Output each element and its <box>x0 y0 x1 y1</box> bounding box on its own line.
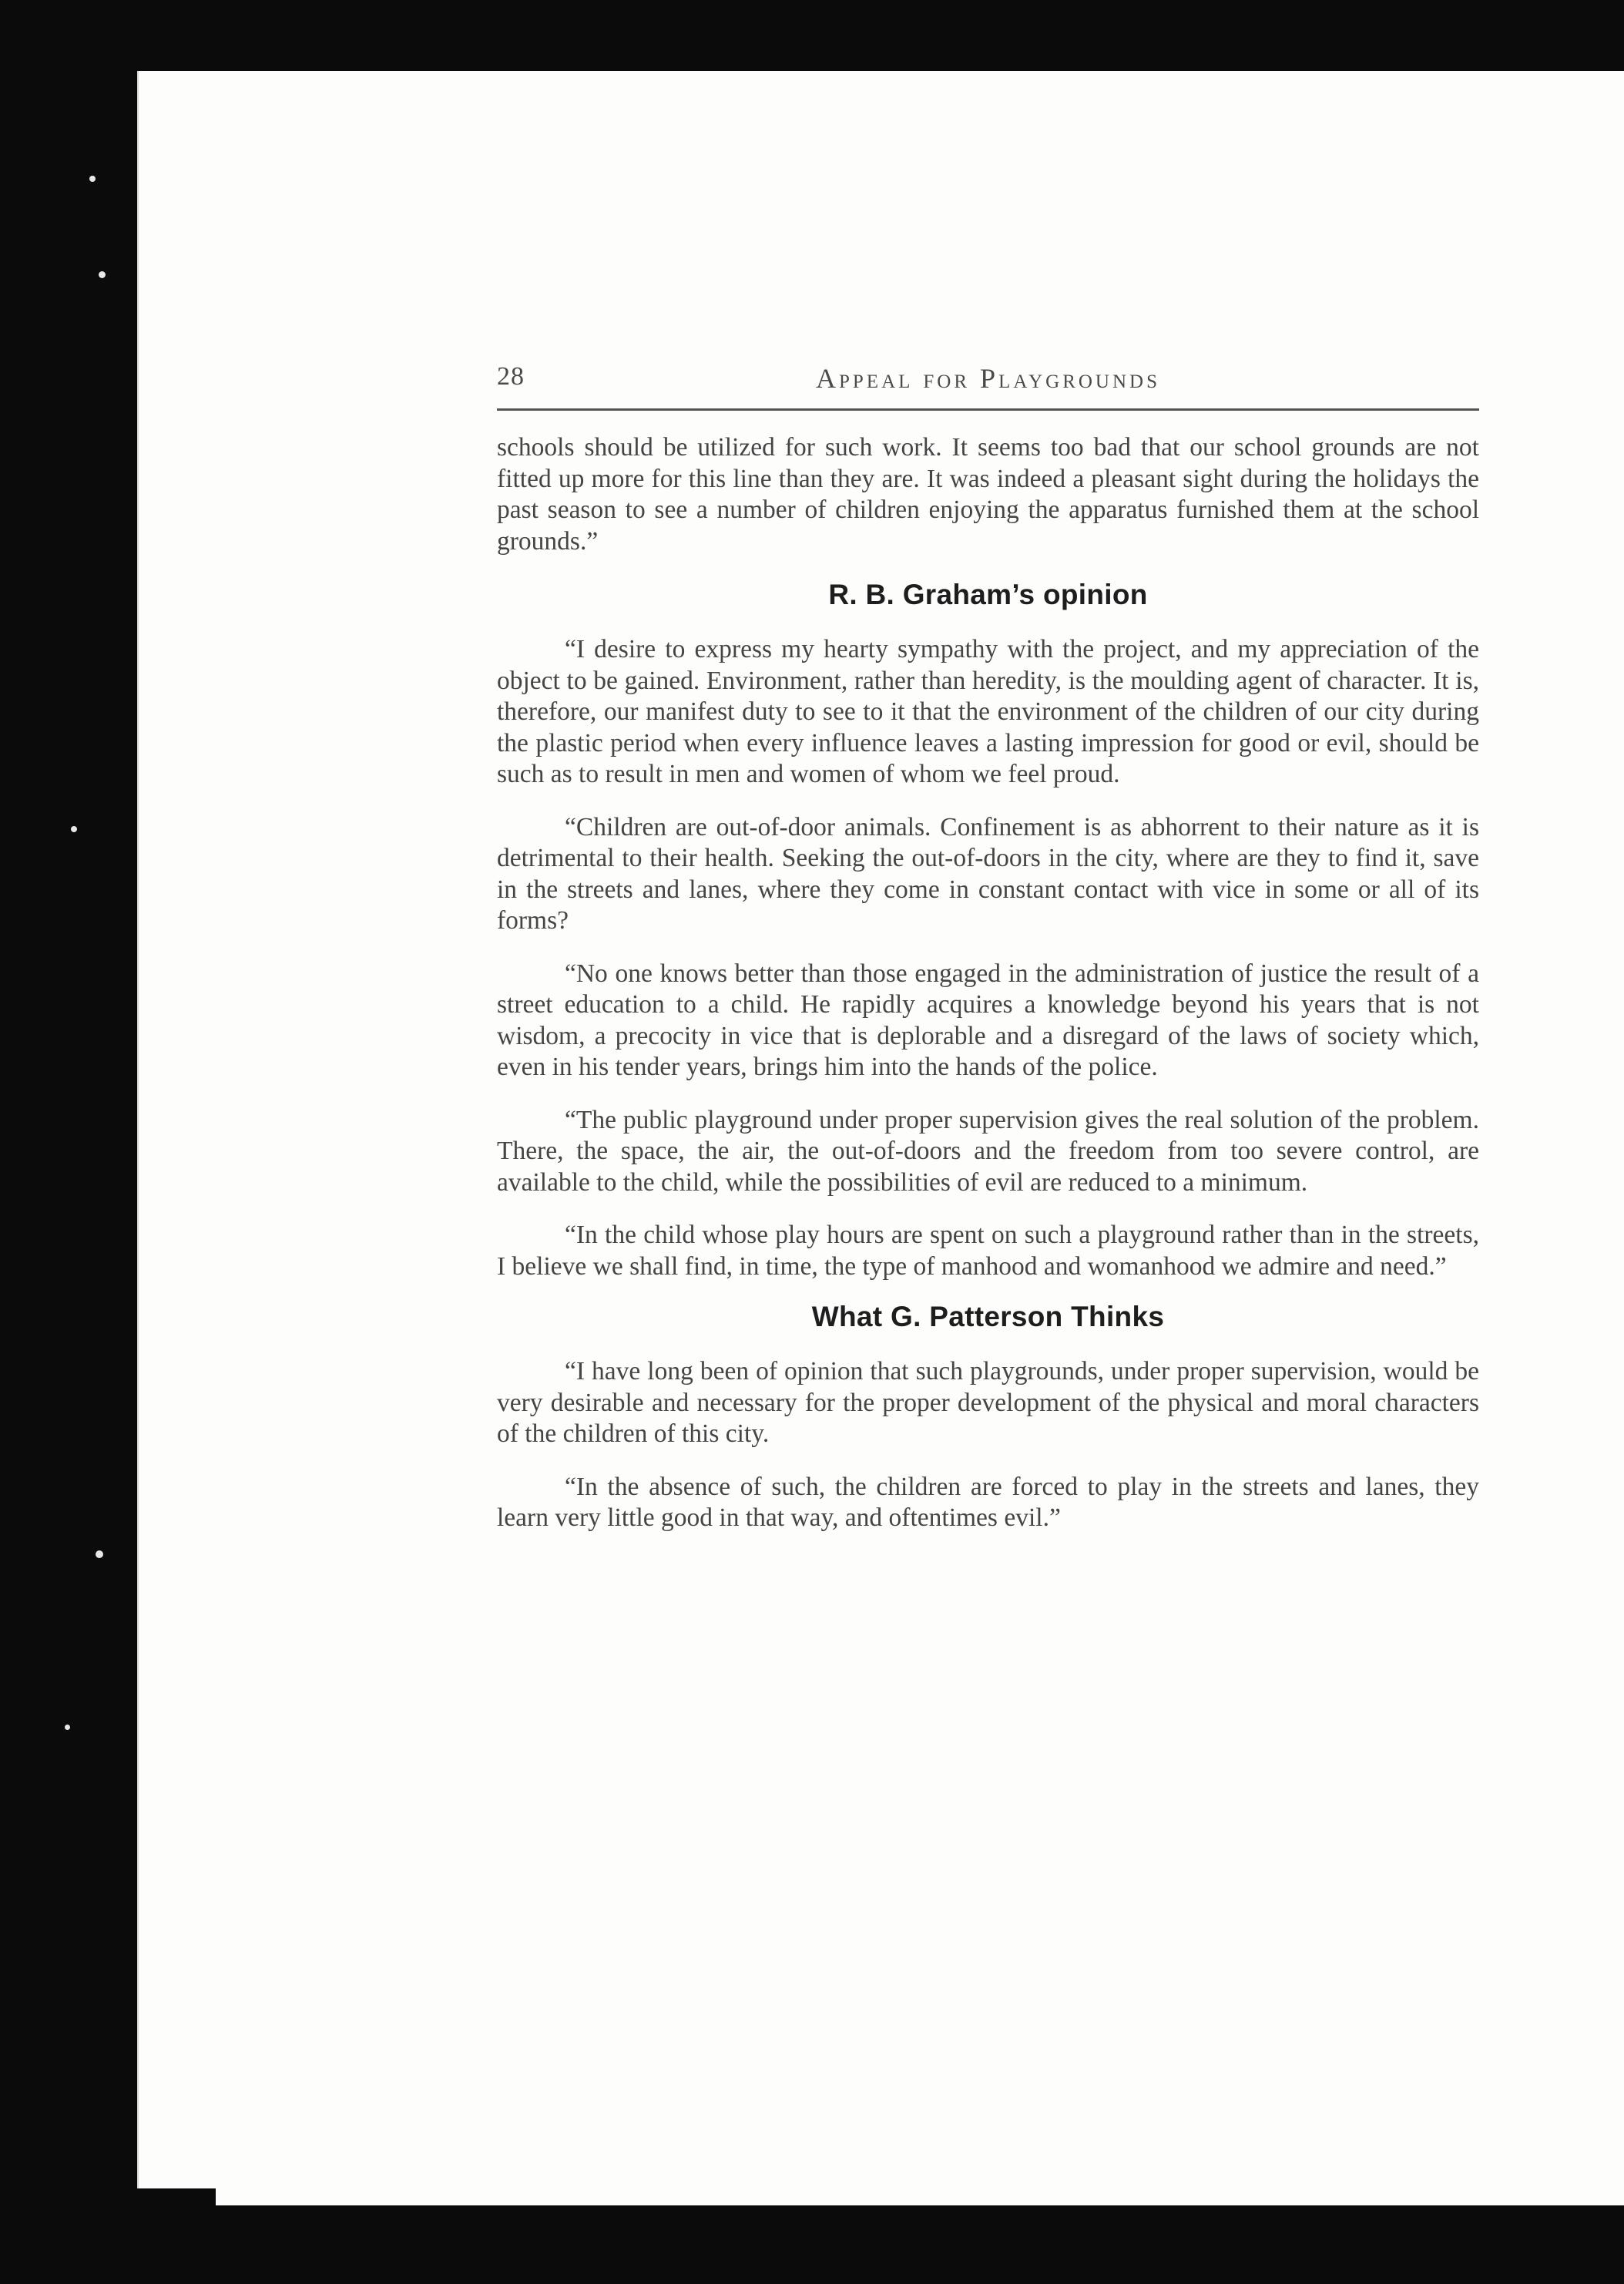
dust-speck <box>99 271 106 278</box>
header-rule <box>497 408 1479 411</box>
continuation-paragraph: schools should be utilized for such work. It seems too bad that our school grounds are not fitted up more for this line than they are. It was indeed a pleasant sight during the holidays the past season to see a number of children enjoying the apparatus furnished them at the school grounds.” <box>497 433 1479 556</box>
running-title: Appeal for Playgrounds <box>816 363 1160 394</box>
graham-paragraph-2: “Children are out-of-door animals. Confinement is as abhorrent to their nature as it is detrimental to their health. Seeking the out-of-doors in the city, where are they to find it, save in the streets and lanes, where they come in constant contact with vice in some or all of its forms? <box>497 812 1479 935</box>
graham-paragraph-4: “The public playground under proper supervision gives the real solution of the problem. There, the space, the air, the out-of-doors and the freedom from too severe control, are available to the child, while the possibilities of evil are reduced to a minimum. <box>497 1105 1479 1197</box>
dust-speck <box>65 1725 70 1730</box>
section-heading-patterson: What G. Patterson Thinks <box>811 1301 1165 1332</box>
dust-speck <box>96 1550 103 1558</box>
graham-paragraph-1: “I desire to express my hearty sympathy with the project, and my appreciation of the object to be gained. Environment, rather than heredity, is the moulding agent of character. It is, therefore, our manifest duty to see to it that the environment of the children of our city during the plastic period when every influence leaves a lasting impression for good or evil, should be such as to result in men and women of whom we feel proud. <box>497 635 1479 788</box>
page-text <box>497 354 1479 1534</box>
running-head <box>497 354 1479 408</box>
dust-speck <box>89 176 96 182</box>
graham-paragraph-3: “No one knows better than those engaged in the administration of justice the result of a street education to a child. He rapidly acquires a knowledge beyond his years that is not wisdom, a precocity in vice that is deplorable and a disregard of the laws of society which, even in his tender years, brings him into the hands of the police. <box>497 959 1479 1081</box>
section-heading-graham: R. B. Graham’s opinion <box>828 579 1148 610</box>
patterson-paragraph-1: “I have long been of opinion that such playgrounds, under proper supervision, would be very desirable and necessary for the proper development of the physical and moral characters of the children of this city. <box>497 1357 1479 1448</box>
patterson-paragraph-2: “In the absence of such, the children are forced to play in the streets and lanes, they learn very little good in that way, and oftentimes evil.” <box>497 1472 1479 1532</box>
page-number: 28 <box>497 362 525 391</box>
dust-speck <box>71 826 77 832</box>
graham-paragraph-5: “In the child whose play hours are spent on such a playground rather than in the streets, I believe we shall find, in time, the type of manhood and womanhood we admire and need.” <box>497 1221 1479 1281</box>
